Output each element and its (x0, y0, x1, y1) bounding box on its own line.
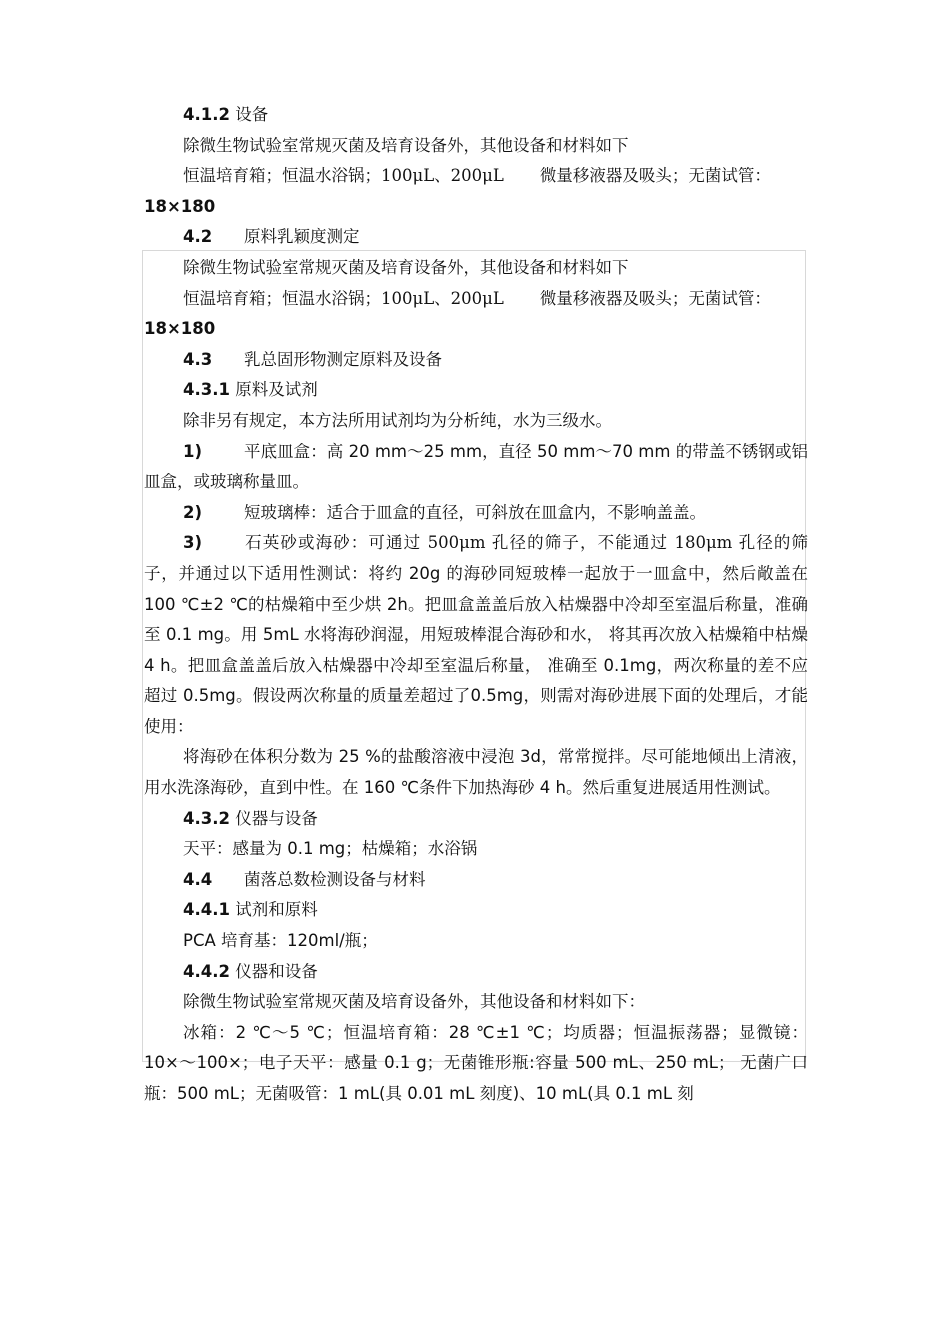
heading-number: 4.3.2 (183, 808, 230, 828)
paragraph: 冰箱：2 ℃～5 ℃；恒温培育箱：28 ℃±1 ℃；均质器；恒温振荡器；显微镜： 10×～100×；电子天平：感量 0.1 g；无菌锥形瓶:容量 500 mL、250 mL； 无菌广口瓶：500 mL；无菌吸管：1 mL(具 0.01 mL 刻度)、10 mL(具 0.1 mL 刻 (144, 1022, 808, 1103)
heading-4-3-2 (144, 804, 808, 835)
heading-4-1-2 (144, 100, 808, 131)
heading-number: 4.4.1 (183, 900, 230, 920)
paragraph: PCA 培育基：120ml/瓶； (183, 931, 378, 951)
heading-number: 4.3 (183, 349, 213, 369)
heading-4-3 (144, 345, 808, 376)
heading-number: 4.2 (183, 227, 213, 247)
heading-number: 4.4 (183, 869, 213, 889)
paragraph-equipment: 恒温培育箱；恒温水浴锅；100μL、200μL 微量移液器及吸头；无菌试管： 18×180 (144, 288, 771, 339)
heading-title: 乳总固形物测定原料及设备 (244, 349, 442, 369)
heading-title: 原料及试剂 (235, 380, 318, 400)
paragraph-equipment: 恒温培育箱；恒温水浴锅；100μL、200μL 微量移液器及吸头；无菌试管： 18×180 (144, 166, 771, 216)
heading-4-4-2 (144, 957, 808, 988)
heading-title: 试剂和原料 (235, 900, 318, 920)
heading-4-3-1 (144, 375, 808, 406)
heading-title: 原料乳颖度测定 (244, 227, 360, 247)
heading-number: 4.3.1 (183, 380, 230, 400)
paragraph: 除非另有规定，本方法所用试剂均为分析纯，水为三级水。 (183, 410, 612, 430)
heading-4-2 (144, 222, 808, 253)
heading-4-4-1 (144, 895, 808, 926)
list-item-2: 2) 短玻璃棒：适合于皿盒的直径，可斜放在皿盒内，不影响盖盖。 (183, 502, 706, 522)
heading-4-4 (144, 865, 808, 896)
heading-title: 菌落总数检测设备与材料 (244, 869, 426, 889)
paragraph: 天平：感量为 0.1 mg；枯燥箱；水浴锅 (183, 839, 478, 859)
heading-title: 设备 (235, 105, 269, 124)
paragraph: 除微生物试验室常规灭菌及培育设备外，其他设备和材料如下 (183, 257, 629, 277)
heading-number: 4.4.2 (183, 961, 230, 981)
heading-number: 4.1.2 (183, 105, 230, 124)
list-item-3: 3) 石英砂或海砂：可通过 500μm 孔径的筛子，不能通过 180μm 孔径的筛子，并通过以下适用性测试：将约 20g 的海砂同短玻棒一起放于一皿盒中，然后敞盖在 100 ℃±2 ℃的枯燥箱中至少烘 2h。把皿盒盖盖后放入枯燥器中冷却至室温后称量，准确至 0.1 mg。用 5mL 水将海砂润湿，用短玻棒混合海砂和水， 将其再次放入枯燥箱中枯燥 4 h。把皿盒盖盖后放入枯燥器中冷却至室温后称量， 准确至 0.1mg，两次称量的差不应超过 0.5mg。假设两次称量的质量差超过了0.5mg，则需对海砂进展下面的处理后，才能使用： (144, 533, 809, 736)
list-item-1: 1) 平底皿盒：高 20 mm～25 mm，直径 50 mm～70 mm 的带盖不锈钢或铝皿盒，或玻璃称量皿。 (144, 441, 808, 492)
heading-title: 仪器和设备 (235, 961, 318, 981)
document-page (144, 100, 808, 1110)
heading-title: 仪器与设备 (235, 808, 318, 828)
paragraph: 除微生物试验室常规灭菌及培育设备外，其他设备和材料如下： (183, 992, 645, 1012)
paragraph: 除微生物试验室常规灭菌及培育设备外，其他设备和材料如下 (183, 135, 629, 155)
paragraph: 将海砂在体积分数为 25 %的盐酸溶液中浸泡 3d，常常搅拌。尽可能地倾出上清液，用水洗涤海砂，直到中性。在 160 ℃条件下加热海砂 4 h。然后重复进展适用性测试。 (144, 747, 808, 798)
